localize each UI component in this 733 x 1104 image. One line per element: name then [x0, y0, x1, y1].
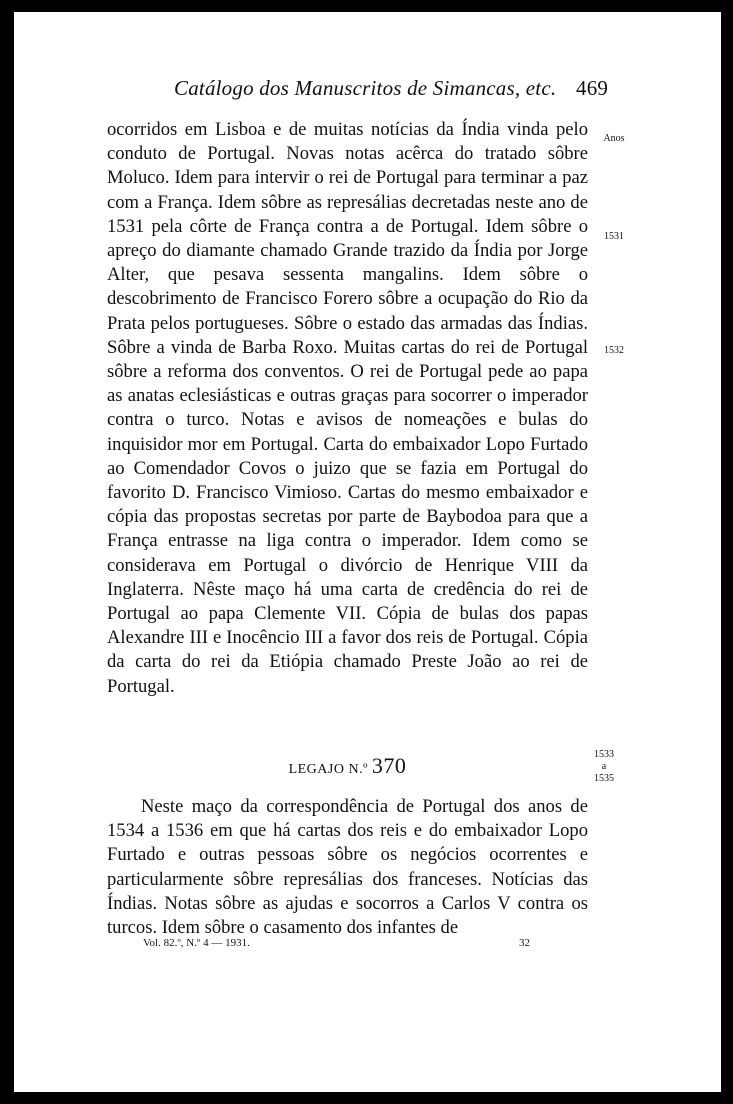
section-text	[107, 795, 588, 940]
margin-note-1532: 1532	[604, 345, 624, 356]
margin-note-1531: 1531	[604, 231, 624, 242]
range-end: 1535	[594, 773, 614, 784]
page	[14, 12, 721, 1092]
range-start: 1533	[594, 749, 614, 760]
section-label: LEGAJO N.º	[288, 762, 368, 777]
sheet-mark: 32	[519, 937, 530, 949]
main-paragraph: ocorridos em Lisboa e de muitas notícias da Índia vinda pelo conduto de Portugal. Novas notas acêrca do tratado sôbre Moluco. Idem para intervir o rei de Portugal para terminar a paz com a França. Idem sôbre as represálias decretadas neste ano de 1531 pela côrte de França contra a de Portugal. Idem sôbre o apreço do diamante chamado Grande trazido da Índia por Jorge Alter, que pesava sessenta mangalins. Idem sôbre o descobrimento de Francisco Forero sôbre a ocupação do Rio da Prata pelos portugueses. Sôbre o estado das armadas das Índias. Sôbre a vinda de Barba Roxo. Muitas cartas do rei de Portugal sôbre a reforma dos conventos. O rei de Portugal pede ao papa as anatas eclesiásticas e outras graças para socorrer o imperador contra o turco. Notas e avisos de nomeações e bulas do inquisidor mor em Portugal. Carta do embaixador Lopo Furtado ao Comendador Covos o juizo que se fazia em Portugal do favorito D. Francisco Vimioso. Cartas do mesmo embaixador e cópia das propostas secretas por parte de Baybodoa para que a França entrasse na liga contra o imperador. Idem como se considerava em Portugal o divórcio de Henrique VIII da Inglaterra. Nêste maço há uma carta de credência do rei de Portugal ao papa Clemente VII. Cópia de bulas dos papas Alexandre III e Inocêncio III a favor dos reis de Portugal. Cópia da carta do rei da Etiópia chamado Preste João ao rei de Portugal.	[107, 119, 588, 697]
volume-signature: Vol. 82.º, N.º 4 — 1931.	[143, 937, 250, 949]
page-number: 469	[576, 76, 609, 100]
section-heading	[107, 753, 588, 779]
range-a: a	[601, 761, 607, 772]
margin-note-anos: Anos	[603, 133, 625, 144]
main-text	[107, 118, 588, 699]
section-paragraph: Neste maço da correspondência de Portugal dos anos de 1534 a 1536 em que há cartas dos reis e do embaixador Lopo Furtado e outras pessoas sôbre os negócios ocorrentes e particularmente sôbre represálias dos franceses. Notícias das Índias. Notas sôbre as ajudas e socorros a Carlos V contra os turcos. Idem sôbre o casamento dos infantes de	[107, 796, 588, 939]
section-number: 370	[371, 753, 407, 778]
header-title: Catálogo dos Manuscritos de Simancas, etc.	[174, 76, 557, 100]
